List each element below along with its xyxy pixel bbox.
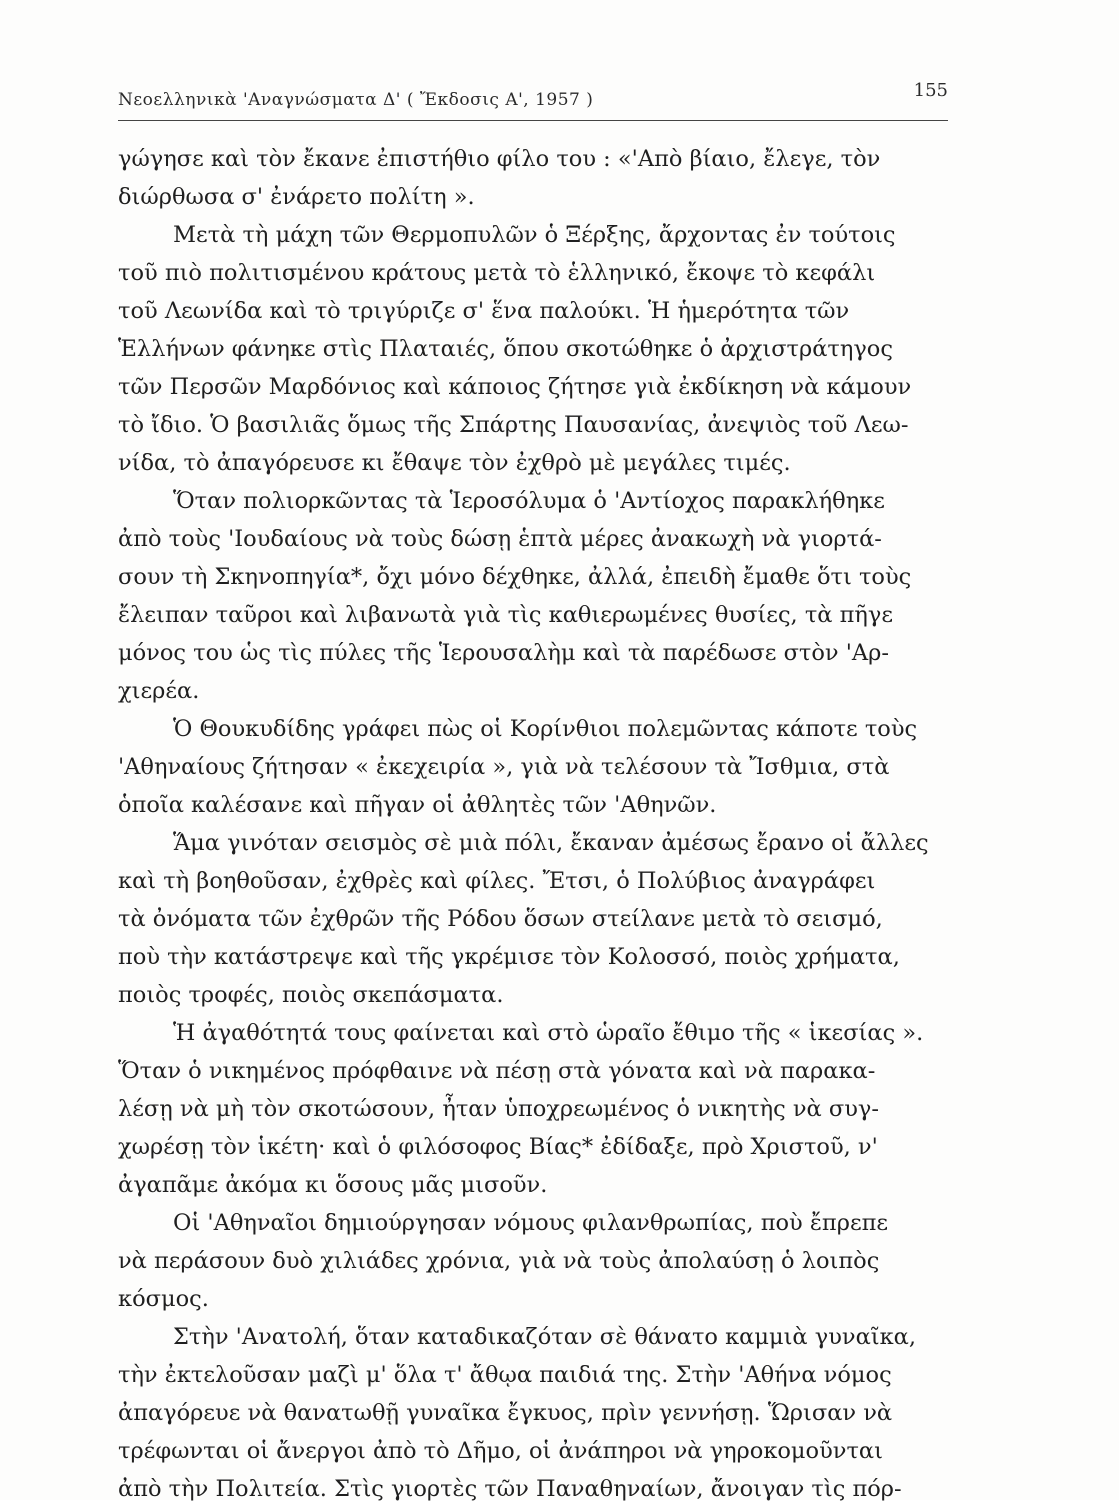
text-line: σουν τὴ Σκηνοπηγία*, ὄχι μόνο δέχθηκε, ἀλλά, ἐπειδὴ ἔμαθε ὅτι τοὺς bbox=[118, 564, 912, 590]
text-line: νίδα, τὸ ἀπαγόρευσε κι ἔθαψε τὸν ἐχθρὸ μὲ μεγάλες τιμές. bbox=[118, 450, 791, 476]
text-line: Ὅταν πολιορκῶντας τὰ Ἱεροσόλυμα ὁ 'Αντίοχος παρακλήθηκε bbox=[173, 488, 885, 514]
page-number: 155 bbox=[913, 80, 948, 101]
text-line: τρέφωνται οἱ ἄνεργοι ἀπὸ τὸ Δῆμο, οἱ ἀνάπηροι νὰ γηροκομοῦνται bbox=[118, 1438, 883, 1464]
text-line: τὴν ἐκτελοῦσαν μαζὶ μ' ὅλα τ' ἄθῳα παιδιά της. Στὴν 'Αθήνα νόμος bbox=[118, 1362, 892, 1388]
text-line: Ἑλλήνων φάνηκε στὶς Πλαταιές, ὅπου σκοτώθηκε ὁ ἀρχιστράτηγος bbox=[118, 336, 893, 362]
text-line: νὰ περάσουν δυὸ χιλιάδες χρόνια, γιὰ νὰ τοὺς ἀπολαύσῃ ὁ λοιπὸς bbox=[118, 1248, 880, 1274]
text-line: Μετὰ τὴ μάχη τῶν Θερμοπυλῶν ὁ Ξέρξης, ἄρχοντας ἐν τούτοις bbox=[173, 222, 896, 248]
text-line: Ἡ ἀγαθότητά τους φαίνεται καὶ στὸ ὡραῖο ἔθιμο τῆς « ἱκεσίας ». bbox=[173, 1020, 924, 1046]
header-rule bbox=[118, 120, 948, 121]
text-line: ἀγαπᾶμε ἀκόμα κι ὅσους μᾶς μισοῦν. bbox=[118, 1172, 548, 1198]
text-line: τὸ ἴδιο. Ὁ βασιλιᾶς ὅμως τῆς Σπάρτης Παυσανίας, ἀνεψιὸς τοῦ Λεω- bbox=[118, 412, 909, 438]
body-text bbox=[118, 140, 968, 1508]
text-line: ποιὸς τροφές, ποιὸς σκεπάσματα. bbox=[118, 982, 504, 1008]
text-line: ἀπὸ τοὺς 'Ιουδαίους νὰ τοὺς δώσῃ ἑπτὰ μέρες ἀνακωχὴ νὰ γιορτά- bbox=[118, 526, 882, 552]
text-line: γώγησε καὶ τὸν ἔκανε ἐπιστήθιο φίλο του : «'Απὸ βίαιο, ἔλεγε, τὸν bbox=[118, 146, 881, 172]
text-line: χωρέσῃ τὸν ἱκέτη· καὶ ὁ φιλόσοφος Βίας* ἐδίδαξε, πρὸ Χριστοῦ, ν' bbox=[118, 1134, 878, 1160]
text-line: ἀπὸ τὴν Πολιτεία. Στὶς γιορτὲς τῶν Παναθηναίων, ἄνοιγαν τὶς πόρ- bbox=[118, 1476, 902, 1502]
text-line: ἔλειπαν ταῦροι καὶ λιβανωτὰ γιὰ τὶς καθιερωμένες θυσίες, τὰ πῆγε bbox=[118, 602, 894, 628]
text-line: τῶν Περσῶν Μαρδόνιος καὶ κάποιος ζήτησε γιὰ ἐκδίκηση νὰ κάμουν bbox=[118, 374, 912, 400]
running-title: Νεοελληνικὰ 'Αναγνώσματα Δ' ( Ἔκδοσις Α', 1957 ) bbox=[118, 90, 594, 110]
text-line: ὁποῖα καλέσανε καὶ πῆγαν οἱ ἀθλητὲς τῶν 'Αθηνῶν. bbox=[118, 792, 717, 818]
text-line: τοῦ Λεωνίδα καὶ τὸ τριγύριζε σ' ἕνα παλούκι. Ἡ ἡμερότητα τῶν bbox=[118, 298, 850, 324]
text-line: ἀπαγόρευε νὰ θανατωθῇ γυναῖκα ἔγκυος, πρὶν γεννήσῃ. Ὥρισαν νὰ bbox=[118, 1400, 893, 1426]
text-line: χιερέα. bbox=[118, 678, 200, 704]
running-head bbox=[118, 80, 948, 120]
text-line: Ὁ Θουκυδίδης γράφει πὼς οἱ Κορίνθιοι πολεμῶντας κάποτε τοὺς bbox=[173, 716, 918, 742]
text-line: ποὺ τὴν κατάστρεψε καὶ τῆς γκρέμισε τὸν Κολοσσό, ποιὸς χρήματα, bbox=[118, 944, 900, 970]
text-line: Οἱ 'Αθηναῖοι δημιούργησαν νόμους φιλανθρωπίας, ποὺ ἔπρεπε bbox=[173, 1210, 889, 1236]
text-line: μόνος του ὡς τὶς πύλες τῆς Ἱερουσαλὴμ καὶ τὰ παρέδωσε στὸν 'Αρ- bbox=[118, 640, 890, 666]
text-line: Στὴν 'Ανατολή, ὅταν καταδικαζόταν σὲ θάνατο καμμιὰ γυναῖκα, bbox=[173, 1324, 917, 1350]
text-line: 'Αθηναίους ζήτησαν « ἐκεχειρία », γιὰ νὰ τελέσουν τὰ Ἴσθμια, στὰ bbox=[118, 754, 890, 780]
text-line: διώρθωσα σ' ἐνάρετο πολίτη ». bbox=[118, 184, 475, 210]
text-line: Ἅμα γινόταν σεισμὸς σὲ μιὰ πόλι, ἔκαναν ἀμέσως ἔρανο οἱ ἄλλες bbox=[173, 830, 929, 856]
text-line: τοῦ πιὸ πολιτισμένου κράτους μετὰ τὸ ἑλληνικό, ἔκοψε τὸ κεφάλι bbox=[118, 260, 876, 286]
text-line: καὶ τὴ βοηθοῦσαν, ἐχθρὲς καὶ φίλες. Ἔτσι, ὁ Πολύβιος ἀναγράφει bbox=[118, 868, 876, 894]
text-line: λέσῃ νὰ μὴ τὸν σκοτώσουν, ἦταν ὑποχρεωμένος ὁ νικητὴς νὰ συγ- bbox=[118, 1096, 879, 1122]
text-line: τὰ ὀνόματα τῶν ἐχθρῶν τῆς Ρόδου ὅσων στείλανε μετὰ τὸ σεισμό, bbox=[118, 906, 883, 932]
text-line: Ὅταν ὁ νικημένος πρόφθαινε νὰ πέσῃ στὰ γόνατα καὶ νὰ παρακα- bbox=[118, 1058, 876, 1084]
text-line: κόσμος. bbox=[118, 1286, 209, 1312]
